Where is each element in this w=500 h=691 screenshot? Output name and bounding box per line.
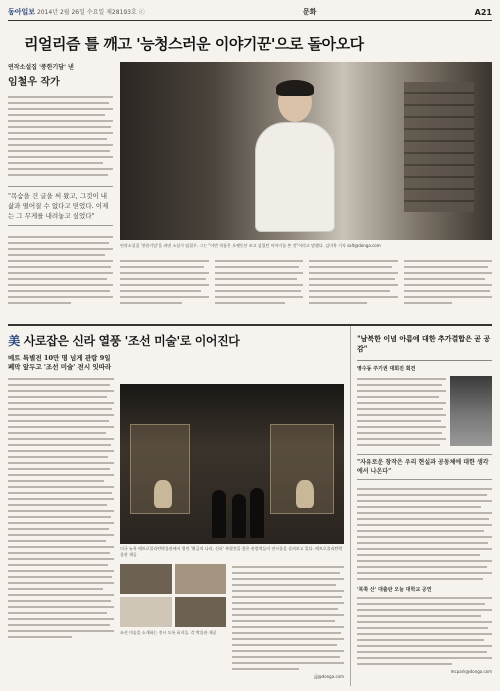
article1 [8, 62, 492, 342]
catalog-thumb-1 [120, 564, 172, 594]
article2-headline-mark: 美 [8, 334, 20, 348]
sidebar-email: mcpark@donga.com [450, 669, 492, 674]
article1-body-a [8, 94, 113, 178]
catalog-thumb-2 [175, 564, 227, 594]
article1-series: 연작소설집 '풍한기담' 낸 [8, 64, 74, 71]
article1-col-3 [309, 258, 398, 306]
catalog-thumb-4 [175, 597, 227, 627]
article1-body-columns [120, 258, 492, 306]
masthead-brand: 동아일보 [8, 7, 36, 16]
masthead-section: 문화 [302, 8, 317, 16]
exhibition-hall-photo [120, 384, 344, 544]
article1-byline: 임철우 작가 [8, 77, 60, 88]
author-portrait-photo [120, 62, 492, 240]
sidebar-subhead: '북쪽 산' 대출판 오늘 대학교 공연 [357, 587, 432, 593]
sidebar-pull-quote: "자유로운 창작은 우리 현실과 공동체에 대한 생각에서 나온다" [357, 454, 492, 480]
catalog-thumbnails [120, 564, 226, 636]
article2-email: jjj@donga.com [314, 674, 344, 679]
catalog-thumb-3 [120, 597, 172, 627]
article1-col-1 [120, 258, 209, 306]
photo-bookshelf [404, 82, 474, 212]
catalog-thumbnails-caption: 조선 미술을 소개하는 전시 도록 표지들. 각 박물관 제공 [120, 630, 217, 635]
article2-col-1 [8, 376, 114, 640]
page-number: A21 [474, 7, 492, 17]
article1-pull-quote: "목숨을 건 글을 써 왔고, 그것이 내 삶과 떨어질 수 없다고 믿었다. 이제는 그 무게를 내려놓고 싶었다" [8, 186, 113, 226]
masthead-date: 2014년 2월 26일 수요일 제28193호 ⓒ [36, 9, 145, 16]
article1-col-4 [404, 258, 493, 306]
article2-subhead: 메트 특별전 10만 명 넘게 관람 9일 폐막 앞두고 '조선 미술' 전시 잇따라 [8, 354, 112, 371]
masthead [8, 6, 492, 18]
sidebar-headline: "남북한 이념 아름에 대한 추가결합은 곧 공감" [357, 326, 492, 361]
article1-body-b [8, 234, 113, 306]
visitor-silhouette-3 [250, 488, 264, 538]
sidebar-byline: 영수동 주기권 대회진 회견 [357, 366, 416, 372]
article1-left-column [8, 62, 113, 306]
article2-photo-caption: 미국 뉴욕 메트로폴리탄박물관에서 열린 '황금의 나라, 신라' 특별전을 찾은 관람객들이 전시물을 살펴보고 있다. 메트로폴리탄박물관 제공 [120, 546, 343, 557]
visitor-silhouette-2 [232, 494, 246, 538]
article2-col-3 [232, 564, 344, 680]
masthead-rule [8, 20, 492, 21]
sidebar-body-c [357, 595, 492, 667]
article2-headline-text: 사로잡은 신라 열풍 '조선 미술'로 이어진다 [23, 334, 240, 348]
photo-author-figure [250, 82, 340, 232]
artifact-jar-2 [296, 480, 314, 508]
visitor-silhouette-1 [212, 490, 226, 538]
article1-photo-caption: 연작소설집 '풍한기담'을 펴낸 소설가 임철우. 그는 "이번 작품은 오랫동안 쓰고 싶었던 이야기를 쓴 것"이라고 말했다. 김미옥 기자 salt@donga.com [120, 243, 381, 248]
article1-col-2 [215, 258, 304, 306]
sidebar-portrait-photo [450, 376, 492, 446]
sidebar-body-b [357, 486, 492, 582]
sidebar-article [350, 326, 492, 686]
article1-headline: 리얼리즘 틀 깨고 '능청스러운 이야기꾼'으로 돌아오다 [24, 35, 364, 53]
artifact-jar-1 [154, 480, 172, 508]
article2 [8, 324, 492, 684]
